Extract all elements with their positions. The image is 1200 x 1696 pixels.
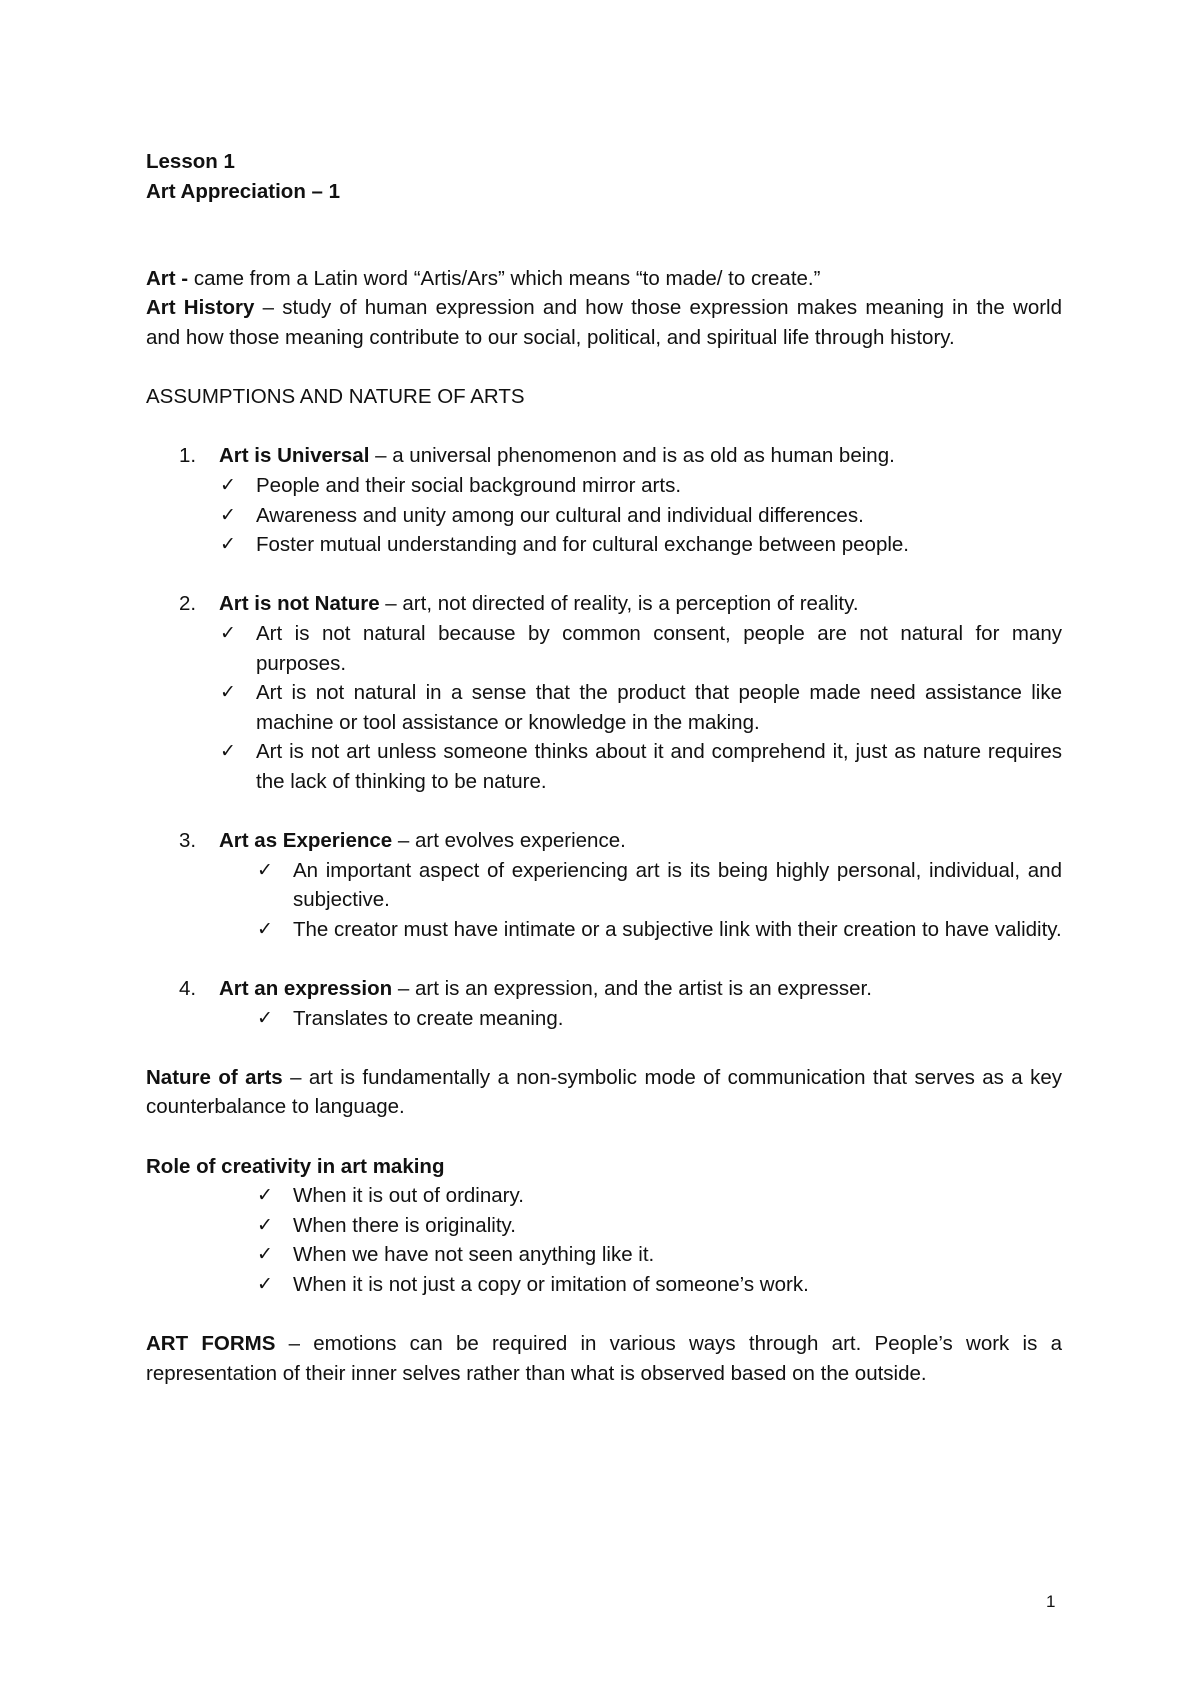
check-item	[146, 619, 1062, 678]
nature-term: Nature of arts	[146, 1065, 283, 1089]
item-text: – art, not directed of reality, is a perception of reality.	[379, 592, 859, 616]
art-forms	[146, 1329, 1062, 1388]
checkmark-icon: ✓	[220, 534, 236, 556]
item-term: Art is not Nature	[219, 592, 380, 616]
page-number: 1	[1046, 1592, 1056, 1611]
art-definition	[146, 264, 1062, 294]
check-text: Art is not natural in a sense that the product that people made need assistance like machine or tool assistance or knowledge in the making.	[256, 681, 1062, 734]
checkmark-icon: ✓	[257, 1007, 273, 1029]
check-item	[146, 678, 1062, 737]
item-number: 4.	[179, 977, 197, 1001]
assumptions-heading: ASSUMPTIONS AND NATURE OF ARTS	[146, 385, 525, 409]
checkmark-icon: ✓	[220, 504, 236, 526]
check-text: Translates to create meaning.	[293, 1006, 564, 1030]
check-text: Art is not natural because by common consent, people are not natural for many purposes.	[256, 621, 1062, 675]
creativity-heading: Role of creativity in art making	[146, 1154, 445, 1178]
page-content	[146, 147, 1062, 1388]
check-text: Art is not art unless someone thinks about it and comprehend it, just as nature requires the lack of thinking to be nature.	[256, 740, 1062, 793]
art-forms-term: ART FORMS	[146, 1332, 276, 1356]
lesson-title: Lesson 1	[146, 150, 235, 173]
check-item	[146, 915, 1062, 945]
check-text: When it is out of ordinary.	[293, 1184, 524, 1208]
check-text: The creator must have intimate or a subjective link with their creation to have validity.	[293, 917, 1062, 941]
check-item	[146, 1270, 1062, 1300]
art-forms-text: – emotions can be required in various ways through art. People’s work is a representation of their inner selves rather than what is observed based on the outside.	[146, 1332, 1062, 1385]
art-term: Art -	[146, 266, 189, 290]
checkmark-icon: ✓	[257, 1273, 273, 1295]
check-item	[146, 1211, 1062, 1241]
assumption-item	[146, 441, 1062, 471]
checkmark-icon: ✓	[220, 474, 236, 496]
item-text: – art evolves experience.	[392, 829, 626, 853]
course-title: Art Appreciation – 1	[146, 179, 341, 203]
check-text: Foster mutual understanding and for cultural exchange between people.	[256, 533, 910, 557]
check-item	[146, 1181, 1062, 1211]
item-term: Art as Experience	[219, 829, 393, 853]
check-text: People and their social background mirror arts.	[256, 473, 682, 497]
checkmark-icon: ✓	[257, 859, 273, 881]
art-history-term: Art History	[146, 296, 255, 320]
nature-of-arts	[146, 1063, 1062, 1122]
check-item	[146, 530, 1062, 560]
checkmark-icon: ✓	[220, 682, 236, 704]
item-term: Art an expression	[219, 977, 393, 1001]
check-item	[146, 737, 1062, 796]
item-text: – art is an expression, and the artist is an expresser.	[392, 977, 872, 1001]
checkmark-icon: ✓	[257, 1185, 273, 1207]
check-text: An important aspect of experiencing art is its being highly personal, individual, and subjective.	[293, 858, 1062, 912]
art-history-definition	[146, 293, 1062, 352]
check-item	[146, 471, 1062, 501]
checkmark-icon: ✓	[220, 622, 236, 644]
check-item	[146, 1004, 1062, 1034]
check-item	[146, 501, 1062, 531]
item-number: 1.	[179, 444, 197, 468]
check-item	[146, 856, 1062, 915]
check-text: When we have not seen anything like it.	[293, 1243, 655, 1267]
assumption-item	[146, 589, 1062, 619]
checkmark-icon: ✓	[257, 1214, 273, 1236]
art-history-text: – study of human expression and how those expression makes meaning in the world and how those meaning contribute to our social, political, and spiritual life through history.	[146, 296, 1062, 349]
checkmark-icon: ✓	[257, 1244, 273, 1266]
check-text: When there is originality.	[293, 1213, 516, 1237]
item-number: 2.	[179, 592, 197, 616]
assumption-item	[146, 826, 1062, 856]
art-definition-text: came from a Latin word “Artis/Ars” which means “to made/ to create.”	[188, 266, 821, 290]
item-number: 3.	[179, 829, 197, 853]
item-term: Art is Universal	[219, 444, 370, 468]
nature-text: – art is fundamentally a non-symbolic mode of communication that serves as a key counterbalance to language.	[146, 1065, 1063, 1119]
checkmark-icon: ✓	[220, 741, 236, 763]
item-text: – a universal phenomenon and is as old as human being.	[369, 444, 895, 468]
assumption-item	[146, 974, 1062, 1004]
check-item	[146, 1240, 1062, 1270]
checkmark-icon: ✓	[257, 918, 273, 940]
check-text: When it is not just a copy or imitation of someone’s work.	[293, 1272, 809, 1296]
check-text: Awareness and unity among our cultural and individual differences.	[256, 503, 864, 527]
